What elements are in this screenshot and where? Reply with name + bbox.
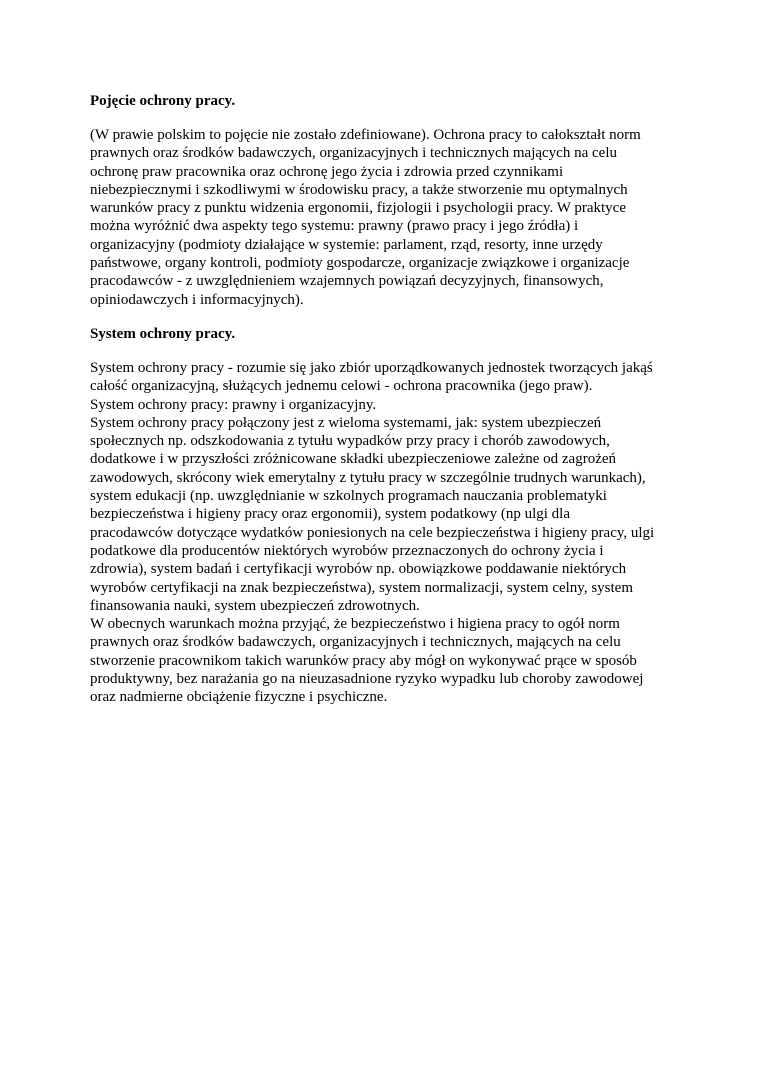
text-line: System ochrony pracy: prawny i organizacyjny. (90, 396, 377, 413)
section-heading-pojecie: Pojęcie ochrony pracy. (90, 93, 236, 109)
text-line: bezpieczeństwa i higieny pracy oraz ergonomii), system podatkowy (np ulgi dla (90, 506, 570, 523)
text-line: całość organizacyjną, służących jednemu celowi - ochrona pracownika (jego praw). (90, 378, 593, 395)
text-line: zawodowych, skrócony wiek emerytalny z tytułu pracy w szczególnie trudnych warunkach), (90, 469, 646, 486)
text-line: można wyróżnić dwa aspekty tego systemu: prawny (prawo pracy i jego źródła) i (90, 218, 579, 235)
text-line: produktywny, bez narażania go na nieuzasadnione ryzyko wypadku lub choroby zawodowej (90, 671, 644, 688)
text-line: stworzenie pracownikom takich warunków pracy aby mógł on wykonywać prące w sposób (90, 652, 637, 669)
paragraph-system (90, 359, 680, 707)
text-line: organizacyjny (podmioty działające w systemie: parlament, rząd, resorty, inne urzędy (90, 236, 603, 253)
text-line: system edukacji (np. uwzględnianie w szkolnych programach nauczania problematyki (90, 488, 607, 505)
text-line: społecznych np. odszkodowania z tytułu wypadków przy pracy i chorób zawodowych, (90, 433, 610, 450)
section-heading-system: System ochrony pracy. (90, 325, 236, 342)
text-line: System ochrony pracy połączony jest z wieloma systemami, jak: system ubezpieczeń (90, 414, 602, 431)
text-line: prawnych oraz środków badawczych, organizacyjnych i technicznych, mających na celu (90, 634, 621, 651)
text-line: prawnych oraz środków badawczych, organizacyjnych i technicznych mających na celu (90, 145, 617, 162)
text-line: oraz nadmierne obciążenie fizyczne i psychiczne. (90, 689, 388, 706)
document-page (90, 92, 680, 707)
text-line: finansowania nauki, system ubezpieczeń zdrowotnych. (90, 597, 420, 614)
text-line: opiniodawczych i informacyjnych). (90, 291, 304, 308)
text-line: ochronę praw pracownika oraz ochronę jego życia i zdrowia przed czynnikami (90, 163, 564, 180)
text-line: dodatkowe i w przyszłości zróżnicowane składki ubezpieczeniowe zależne od zagrożeń (90, 451, 617, 468)
text-line: System ochrony pracy - rozumie się jako zbiór uporządkowanych jednostek tworzących jakąś (90, 359, 653, 376)
text-line: podatkowe dla producentów niektórych wyrobów przeznaczonych do ochrony życia i (90, 542, 604, 559)
paragraph-definition (90, 126, 680, 309)
text-line: wyrobów certyfikacji na znak bezpieczeństwa), system normalizacji, system celny, system (90, 579, 634, 596)
text-line: niebezpiecznymi i szkodliwymi w środowisku pracy, a także stworzenie mu optymalnych (90, 181, 628, 198)
text-line: W obecnych warunkach można przyjąć, że bezpieczeństwo i higiena pracy to ogół norm (90, 616, 620, 633)
text-line: pracodawców - z uwzględnieniem wzajemnych powiązań decyzyjnych, finansowych, (90, 273, 604, 290)
text-line: (W prawie polskim to pojęcie nie zostało zdefiniowane). Ochrona pracy to całokształt norm (90, 127, 641, 143)
text-line: państwowe, organy kontroli, podmioty gospodarcze, organizacje związkowe i organizacje (90, 255, 630, 272)
text-line: pracodawców dotyczące wydatków poniesionych na cele bezpieczeństwa i higieny pracy, ulgi (90, 524, 655, 541)
text-line: zdrowia), system badań i certyfikacji wyrobów np. obowiązkowe poddawanie niektórych (90, 561, 627, 578)
text-line: warunków pracy z punktu widzenia ergonomii, fizjologii i psychologii pracy. W praktyce (90, 200, 626, 217)
